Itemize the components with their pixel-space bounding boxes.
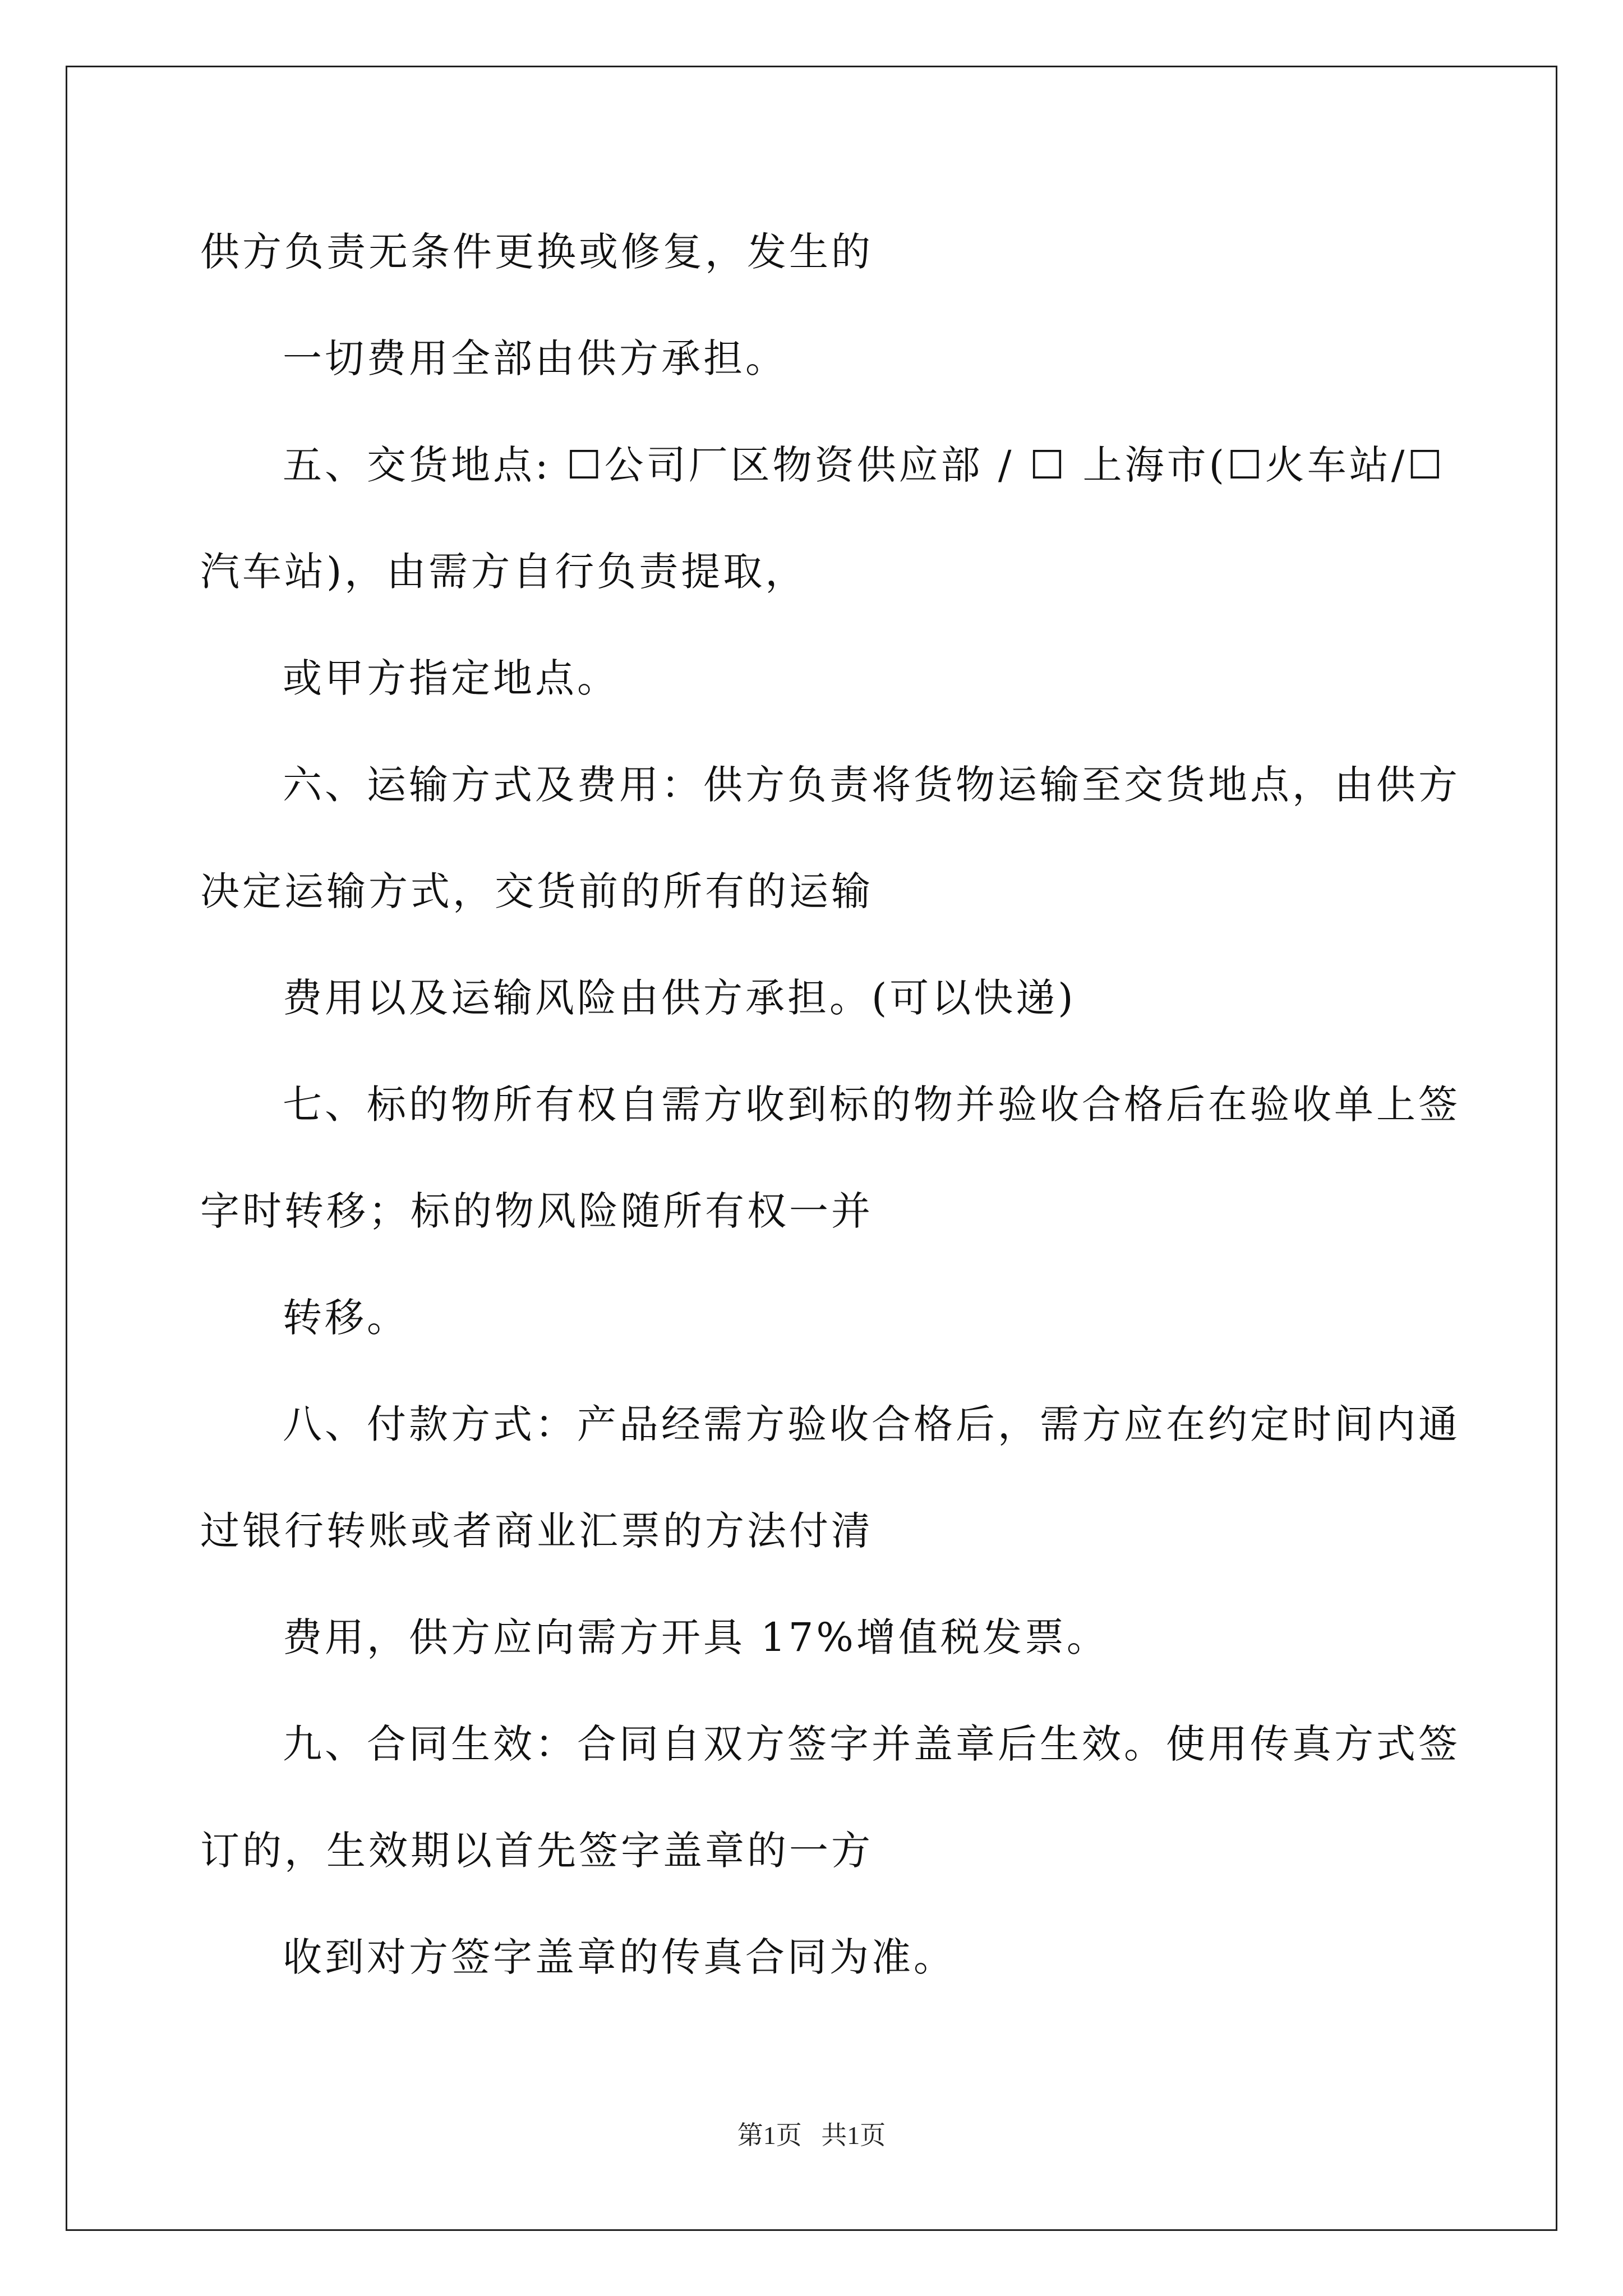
text-line: 五、交货地点: ☐公司厂区物资供应部 / ☐ 上海市(☐火车站/☐ [283,442,1446,488]
text-line: 八、付款方式：产品经需方验收合格后，需方应在约定时间内通 [283,1401,1460,1447]
text-line: 供方负责无条件更换或修复，发生的 [200,229,873,275]
page-number-footer: 第1页 共1页 [737,2121,886,2150]
text-line: 九、合同生效：合同自双方签字并盖章后生效。使用传真方式签 [283,1721,1460,1767]
text-line: 或甲方指定地点。 [283,655,619,701]
text-line: 决定运输方式，交货前的所有的运输 [200,868,873,914]
text-line: 过银行转账或者商业汇票的方法付清 [200,1508,873,1554]
text-line: 六、运输方式及费用：供方负责将货物运输至交货地点，由供方 [283,762,1460,808]
text-line: 字时转移；标的物风险随所有权一并 [200,1188,873,1234]
text-line: 汽车站)，由需方自行负责提取， [200,549,808,595]
text-line: 收到对方签字盖章的传真合同为准。 [283,1934,956,1980]
text-line: 转移。 [283,1295,409,1341]
text-line: 一切费用全部由供方承担。 [283,335,787,381]
document-body [200,210,1460,2022]
text-line: 费用以及运输风险由供方承担。(可以快递) [283,975,1076,1021]
text-line: 费用，供方应向需方开具 17%增值税发票。 [283,1614,1109,1660]
text-line: 订的，生效期以首先签字盖章的一方 [200,1828,873,1874]
text-line: 七、标的物所有权自需方收到标的物并验收合格后在验收单上签 [283,1082,1460,1128]
